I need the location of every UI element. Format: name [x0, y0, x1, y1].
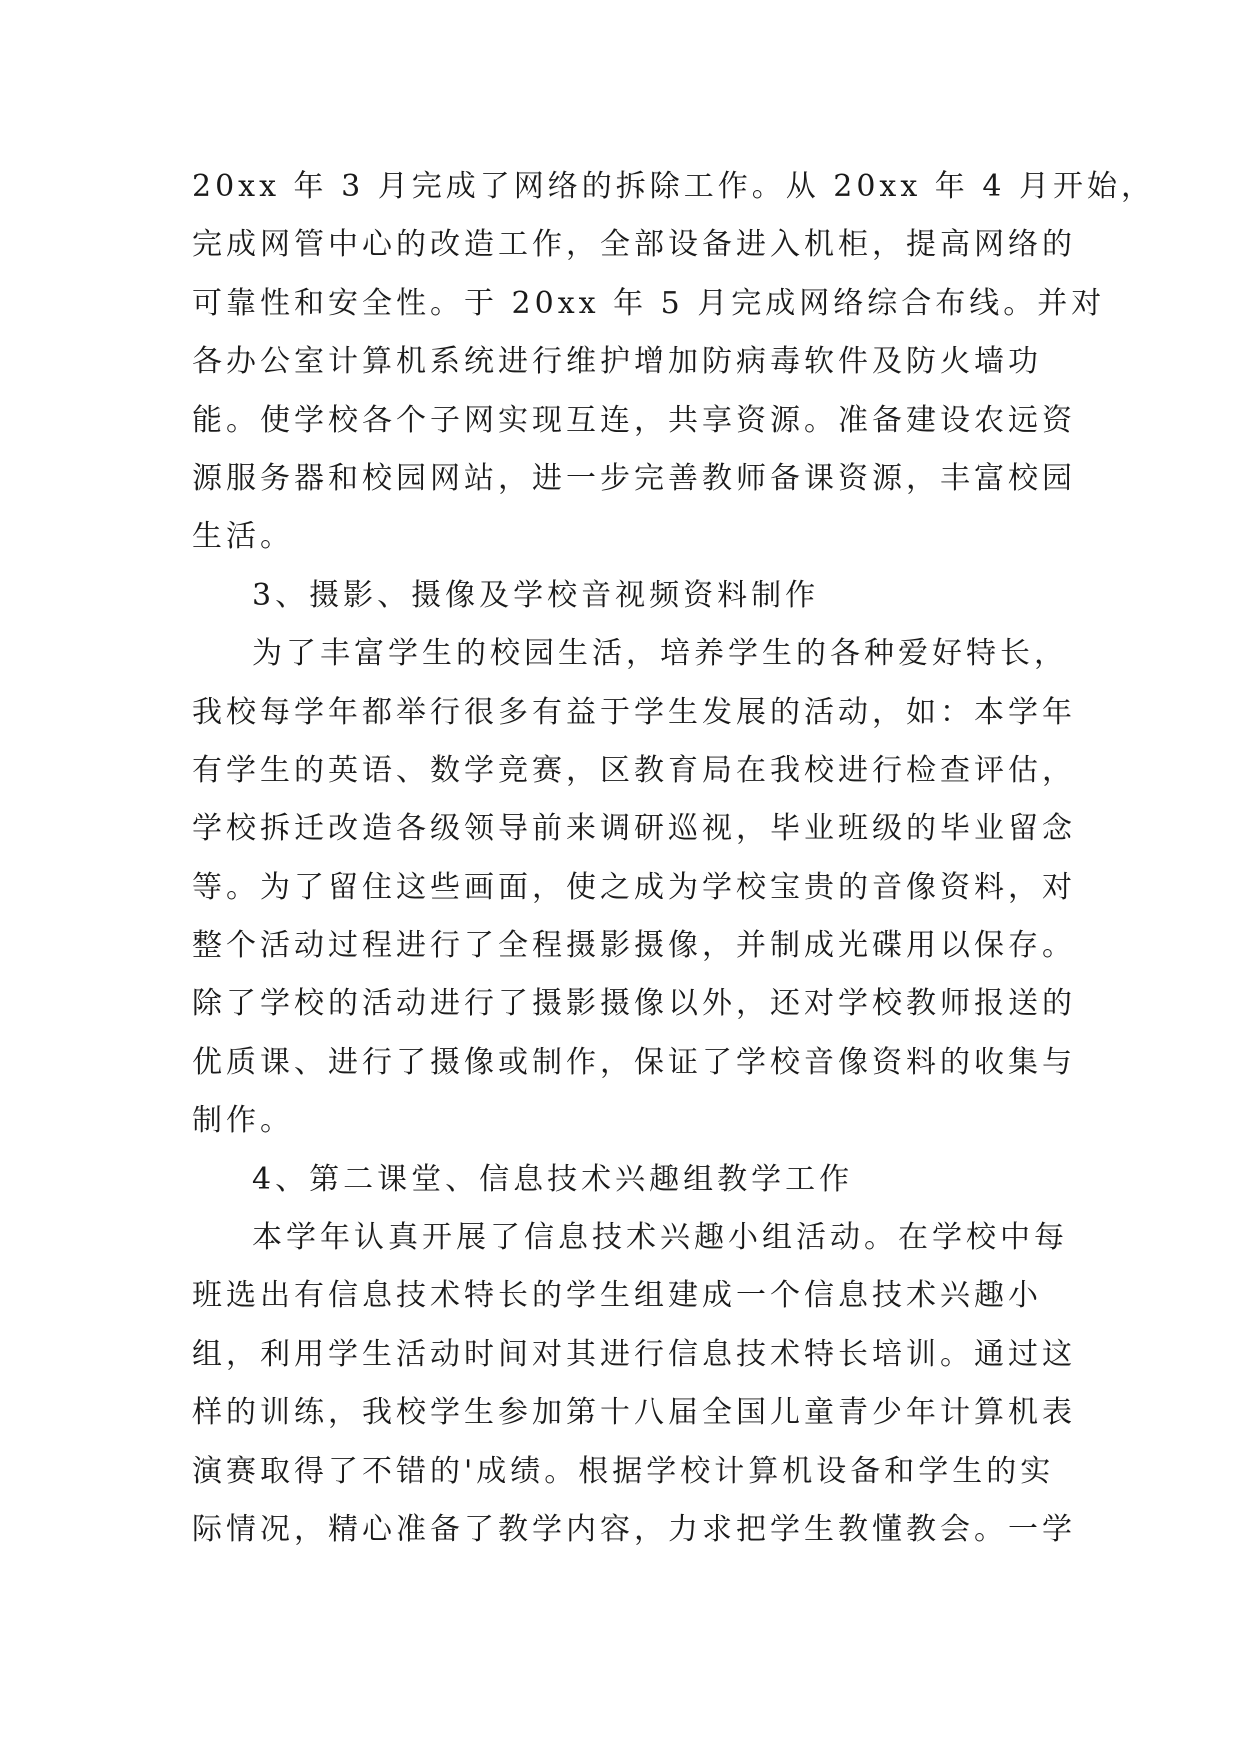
text-line: 20xx 年 3 月完成了网络的拆除工作。从 20xx 年 4 月开始，	[192, 169, 1155, 204]
text-line: 际情况，精心准备了教学内容，力求把学生教懂教会。一学	[192, 1511, 1076, 1547]
text-line: 生活。	[192, 519, 294, 555]
text-line: 等。为了留住这些画面，使之成为学校宝贵的音像资料，对	[192, 869, 1076, 905]
text-line: 优质课、进行了摄像或制作，保证了学校音像资料的收集与	[192, 1044, 1076, 1080]
text-line: 制作。	[192, 1103, 294, 1139]
section-heading-3: 3、摄影、摄像及学校音视频资料制作	[252, 577, 820, 613]
text-line: 可靠性和安全性。于 20xx 年 5 月完成网络综合布线。并对	[192, 285, 1106, 321]
text-line: 源服务器和校园网站，进一步完善教师备课资源，丰富校园	[192, 460, 1076, 496]
text-line: 有学生的英语、数学竞赛，区教育局在我校进行检查评估，	[192, 752, 1076, 788]
paragraph-interest-group	[192, 1209, 1076, 1559]
text-line: 为了丰富学生的校园生活，培养学生的各种爱好特长，	[252, 636, 1068, 672]
text-line: 学校拆迁改造各级领导前来调研巡视，毕业班级的毕业留念	[192, 811, 1076, 847]
text-line: 完成网管中心的改造工作，全部设备进入机柜，提高网络的	[192, 227, 1076, 263]
text-line: 能。使学校各个子网实现互连，共享资源。准备建设农远资	[192, 402, 1076, 438]
document-body	[192, 158, 1155, 1559]
paragraph-network-work	[192, 158, 1155, 567]
section-heading-4: 4、第二课堂、信息技术兴趣组教学工作	[252, 1161, 854, 1197]
text-line: 整个活动过程进行了全程摄影摄像，并制成光碟用以保存。	[192, 928, 1076, 964]
text-line: 本学年认真开展了信息技术兴趣小组活动。在学校中每	[252, 1220, 1068, 1256]
text-line: 各办公室计算机系统进行维护增加防病毒软件及防火墙功	[192, 344, 1042, 380]
text-line: 班选出有信息技术特长的学生组建成一个信息技术兴趣小	[192, 1278, 1042, 1314]
text-line: 除了学校的活动进行了摄影摄像以外，还对学校教师报送的	[192, 986, 1076, 1022]
text-line: 我校每学年都举行很多有益于学生发展的活动，如：本学年	[192, 694, 1076, 730]
text-line: 演赛取得了不错的'成绩。根据学校计算机设备和学生的实	[192, 1453, 1055, 1489]
paragraph-photo-video	[192, 625, 1076, 1151]
text-line: 样的训练，我校学生参加第十八届全国儿童青少年计算机表	[192, 1395, 1076, 1431]
text-line: 组，利用学生活动时间对其进行信息技术特长培训。通过这	[192, 1336, 1076, 1372]
